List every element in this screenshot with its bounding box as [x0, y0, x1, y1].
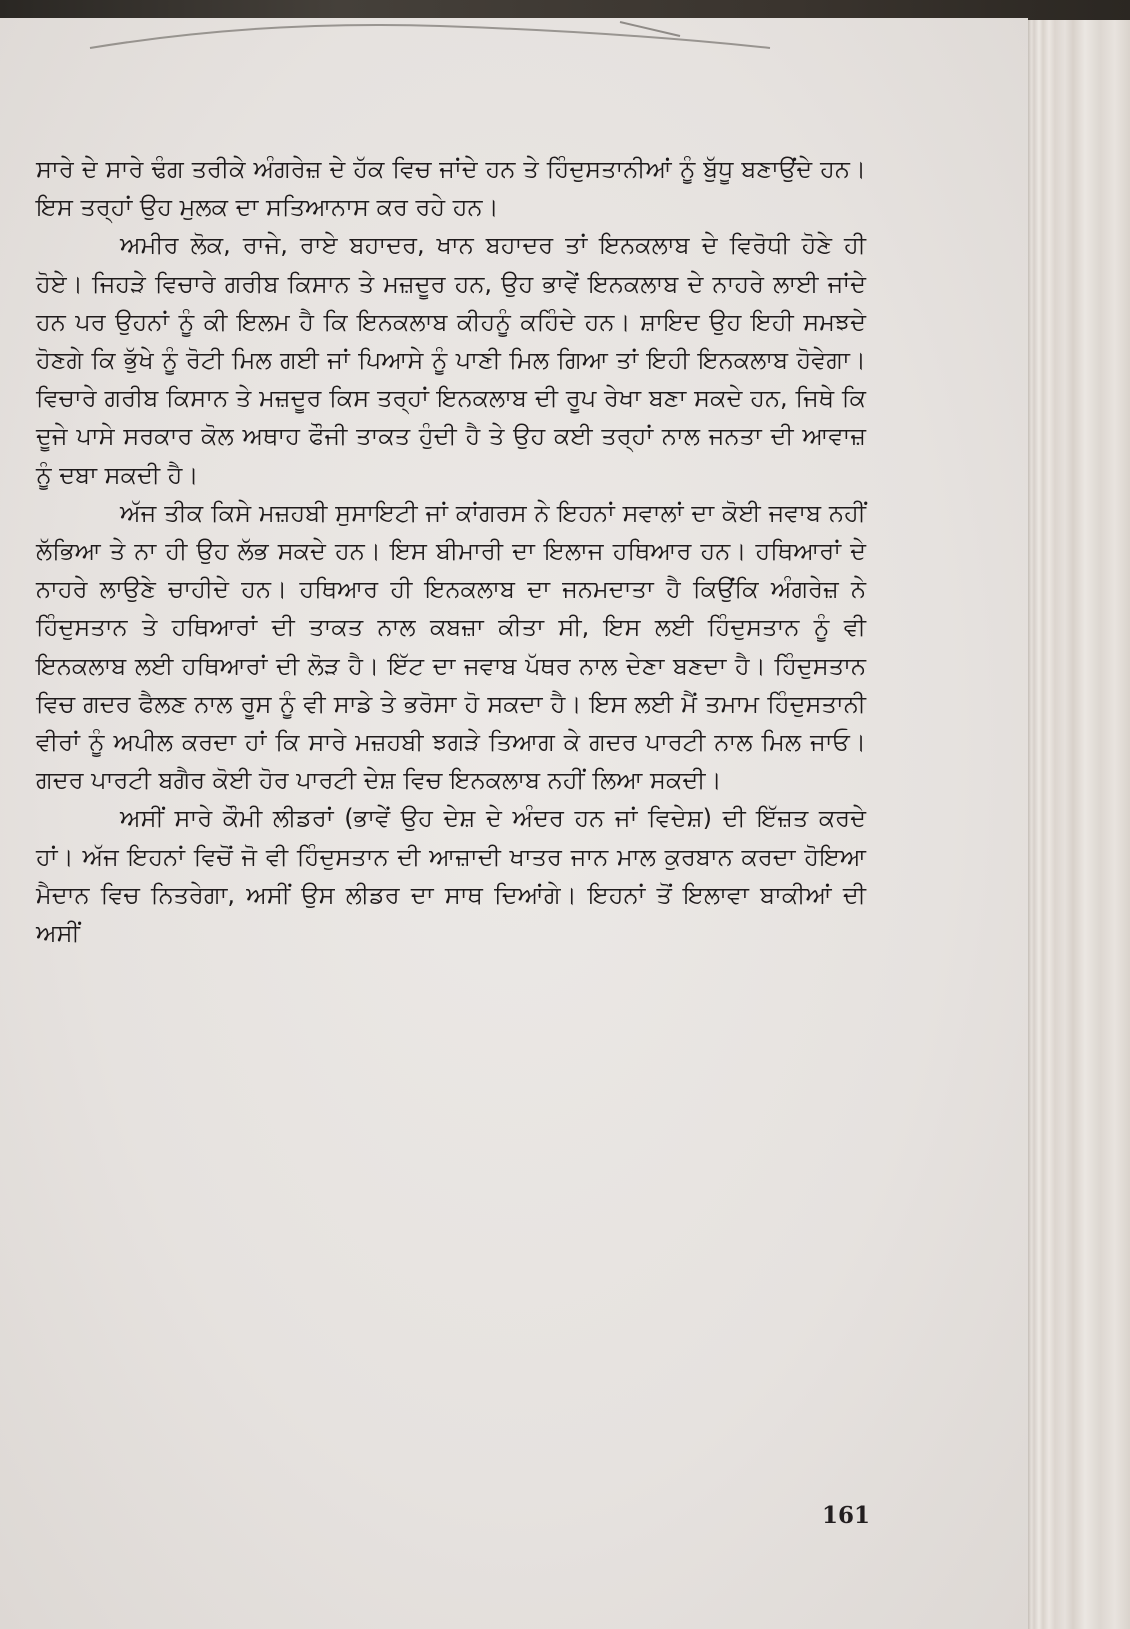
paragraph-3: ਅੱਜ ਤੀਕ ਕਿਸੇ ਮਜ਼ਹਬੀ ਸੁਸਾਇਟੀ ਜਾਂ ਕਾਂਗਰਸ ਨੇ ਇਹਨਾਂ ਸਵਾਲਾਂ ਦਾ ਕੋਈ ਜਵਾਬ ਨਹੀਂ ਲੱਭਿਆ ਤੇ ਨਾ ਹੀ ਉਹ ਲੱਭ ਸਕਦੇ ਹਨ। ਇਸ ਬੀਮਾਰੀ ਦਾ ਇਲਾਜ ਹਥਿਆਰ ਹਨ। ਹਥਿਆਰਾਂ ਦੇ ਨਾਹਰੇ ਲਾਉਣੇ ਚਾਹੀਦੇ ਹਨ। ਹਥਿਆਰ ਹੀ ਇਨਕਲਾਬ ਦਾ ਜਨਮਦਾਤਾ ਹੈ ਕਿਉਂਕਿ ਅੰਗਰੇਜ਼ ਨੇ ਹਿੰਦੁਸਤਾਨ ਤੇ ਹਥਿਆਰਾਂ ਦੀ ਤਾਕਤ ਨਾਲ ਕਬਜ਼ਾ ਕੀਤਾ ਸੀ, ਇਸ ਲਈ ਹਿੰਦੁਸਤਾਨ ਨੂੰ ਵੀ ਇਨਕਲਾਬ ਲਈ ਹਥਿਆਰਾਂ ਦੀ ਲੋੜ ਹੈ। ਇੱਟ ਦਾ ਜਵਾਬ ਪੱਥਰ ਨਾਲ ਦੇਣਾ ਬਣਦਾ ਹੈ। ਹਿੰਦੁਸਤਾਨ ਵਿਚ ਗਦਰ ਫੈਲਣ ਨਾਲ ਰੂਸ ਨੂੰ ਵੀ ਸਾਡੇ ਤੇ ਭਰੋਸਾ ਹੋ ਸਕਦਾ ਹੈ। ਇਸ ਲਈ ਮੈਂ ਤਮਾਮ ਹਿੰਦੁਸਤਾਨੀ ਵੀਰਾਂ ਨੂੰ ਅਪੀਲ ਕਰਦਾ ਹਾਂ ਕਿ ਸਾਰੇ ਮਜ਼ਹਬੀ ਝਗੜੇ ਤਿਆਗ ਕੇ ਗਦਰ ਪਾਰਟੀ ਨਾਲ ਮਿਲ ਜਾਓ। ਗਦਰ ਪਾਰਟੀ ਬਗੈਰ ਕੋਈ ਹੋਰ ਪਾਰਟੀ ਦੇਸ਼ ਵਿਚ ਇਨਕਲਾਬ ਨਹੀਂ ਲਿਆ ਸਕਦੀ।	[36, 498, 866, 795]
body-text	[36, 150, 866, 952]
book-page	[0, 18, 1028, 1629]
paragraph-4: ਅਸੀਂ ਸਾਰੇ ਕੌਮੀ ਲੀਡਰਾਂ (ਭਾਵੇਂ ਉਹ ਦੇਸ਼ ਦੇ ਅੰਦਰ ਹਨ ਜਾਂ ਵਿਦੇਸ਼) ਦੀ ਇੱਜ਼ਤ ਕਰਦੇ ਹਾਂ। ਅੱਜ ਇਹਨਾਂ ਵਿਚੋਂ ਜੋ ਵੀ ਹਿੰਦੁਸਤਾਨ ਦੀ ਆਜ਼ਾਦੀ ਖਾਤਰ ਜਾਨ ਮਾਲ ਕੁਰਬਾਨ ਕਰਦਾ ਹੋਇਆ ਮੈਦਾਨ ਵਿਚ ਨਿਤਰੇਗਾ, ਅਸੀਂ ਉਸ ਲੀਡਰ ਦਾ ਸਾਥ ਦਿਆਂਗੇ। ਇਹਨਾਂ ਤੋਂ ਇਲਾਵਾ ਬਾਕੀਆਂ ਦੀ ਅਸੀਂ	[36, 804, 866, 948]
page-edges-stack	[1025, 20, 1130, 1629]
paragraph-2: ਅਮੀਰ ਲੋਕ, ਰਾਜੇ, ਰਾਏ ਬਹਾਦਰ, ਖਾਨ ਬਹਾਦਰ ਤਾਂ ਇਨਕਲਾਬ ਦੇ ਵਿਰੋਧੀ ਹੋਣੇ ਹੀ ਹੋਏ। ਜਿਹੜੇ ਵਿਚਾਰੇ ਗਰੀਬ ਕਿਸਾਨ ਤੇ ਮਜ਼ਦੂਰ ਹਨ, ਉਹ ਭਾਵੇਂ ਇਨਕਲਾਬ ਦੇ ਨਾਹਰੇ ਲਾਈ ਜਾਂਦੇ ਹਨ ਪਰ ਉਹਨਾਂ ਨੂੰ ਕੀ ਇਲਮ ਹੈ ਕਿ ਇਨਕਲਾਬ ਕੀਹਨੂੰ ਕਹਿੰਦੇ ਹਨ। ਸ਼ਾਇਦ ਉਹ ਇਹੀ ਸਮਝਦੇ ਹੋਣਗੇ ਕਿ ਭੁੱਖੇ ਨੂੰ ਰੋਟੀ ਮਿਲ ਗਈ ਜਾਂ ਪਿਆਸੇ ਨੂੰ ਪਾਣੀ ਮਿਲ ਗਿਆ ਤਾਂ ਇਹੀ ਇਨਕਲਾਬ ਹੋਵੇਗਾ। ਵਿਚਾਰੇ ਗਰੀਬ ਕਿਸਾਨ ਤੇ ਮਜ਼ਦੂਰ ਕਿਸ ਤਰ੍ਹਾਂ ਇਨਕਲਾਬ ਦੀ ਰੂਪ ਰੇਖਾ ਬਣਾ ਸਕਦੇ ਹਨ, ਜਿਥੇ ਕਿ ਦੂਜੇ ਪਾਸੇ ਸਰਕਾਰ ਕੋਲ ਅਥਾਹ ਫੌਜੀ ਤਾਕਤ ਹੁੰਦੀ ਹੈ ਤੇ ਉਹ ਕਈ ਤਰ੍ਹਾਂ ਨਾਲ ਜਨਤਾ ਦੀ ਆਵਾਜ਼ ਨੂੰ ਦਬਾ ਸਕਦੀ ਹੈ।	[36, 231, 866, 489]
page-number: 161	[821, 1502, 870, 1529]
page-top-curve-decoration	[80, 18, 780, 58]
paragraph-1: ਸਾਰੇ ਦੇ ਸਾਰੇ ਢੰਗ ਤਰੀਕੇ ਅੰਗਰੇਜ਼ ਦੇ ਹੱਕ ਵਿਚ ਜਾਂਦੇ ਹਨ ਤੇ ਹਿੰਦੁਸਤਾਨੀਆਂ ਨੂੰ ਬੁੱਧੂ ਬਣਾਉਂਦੇ ਹਨ। ਇਸ ਤਰ੍ਹਾਂ ਉਹ ਮੁਲਕ ਦਾ ਸਤਿਆਨਾਸ ਕਰ ਰਹੇ ਹਨ।	[36, 155, 866, 222]
